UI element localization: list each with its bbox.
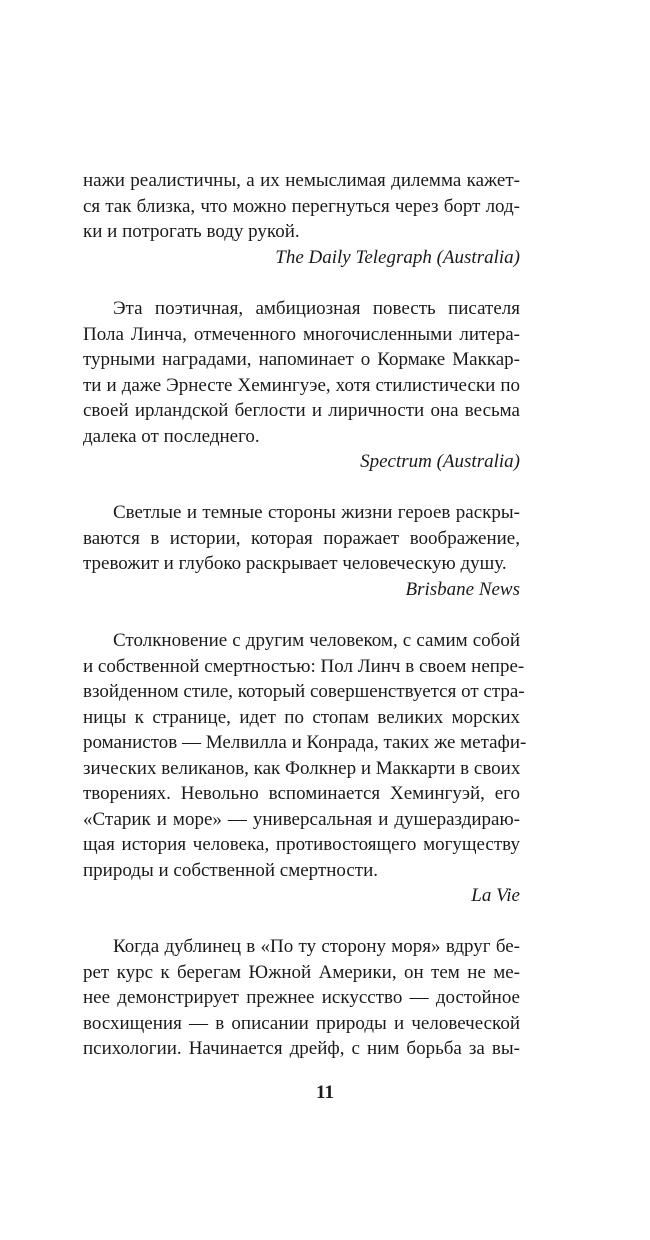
text-line: нажи реалистичны, а их немыслимая дилемма кажет- — [83, 170, 520, 191]
text-line: ся так близка, что можно перегнуться через борт лод- — [83, 195, 520, 217]
review-block-2 — [83, 296, 520, 475]
review-source: Brisbane News — [405, 578, 520, 600]
text-line: восхищения — в описании природы и человеческой — [83, 1012, 520, 1034]
text-line: взойденном стиле, который совершенствуется от стра- — [83, 681, 525, 702]
review-source: La Vie — [471, 885, 520, 906]
text-line: Пола Линча, отмеченного многочисленными литера- — [83, 323, 520, 345]
text-line: Эта поэтичная, амбициозная повесть писателя — [113, 298, 520, 319]
text-line: далека от последнего. — [83, 425, 260, 447]
review-block-3 — [83, 500, 520, 602]
text-line: Светлые и темные стороны жизни героев раскры- — [113, 502, 520, 523]
review-source: Spectrum (Australia) — [360, 451, 520, 472]
text-line: Когда дублинец в «По ту сторону моря» вдруг бе- — [113, 936, 520, 957]
text-line: ваются в истории, которая поражает воображение, — [83, 527, 520, 549]
text-line: и собственной смертностью: Пол Линч в своем непре- — [83, 655, 525, 677]
text-line: «Старик и море» — универсальная и душераздираю- — [83, 808, 520, 830]
review-block-4 — [83, 628, 527, 909]
review-source: The Daily Telegraph (Australia) — [275, 246, 520, 268]
review-block-1 — [83, 168, 520, 270]
text-line: зических великанов, как Фолкнер и Маккарти в своих — [83, 757, 521, 779]
text-line: психологии. Начинается дрейф, с ним борьба за вы- — [83, 1038, 520, 1059]
text-line: романистов — Мелвилла и Конрада, таких же метафи- — [83, 732, 527, 753]
text-line: своей ирландской беглости и лиричности она весьма — [83, 400, 520, 421]
text-line: щая история человека, противостоящего могуществу — [83, 834, 520, 855]
text-line: Столкновение с другим человеком, с самим собой — [113, 630, 520, 651]
text-line: тревожит и глубоко раскрывает человеческую душу. — [83, 553, 507, 574]
text-line: ки и потрогать воду рукой. — [83, 221, 300, 242]
text-line: природы и собственной смертности. — [83, 859, 379, 881]
text-line: турными наградами, напоминает о Кормаке Маккар- — [83, 349, 520, 370]
text-line: нее демонстрирует прежнее искусство — достойное — [83, 987, 520, 1008]
text-line: ти и даже Эрнесте Хемингуэе, хотя стилистически по — [83, 374, 520, 396]
text-line: рет курс к берегам Южной Америки, он тем не ме- — [83, 961, 520, 983]
text-line: ницы к странице, идет по стопам великих морских — [83, 706, 520, 728]
page-number: 11 — [316, 1082, 334, 1103]
text-line: творениях. Невольно вспоминается Хемингуэй, его — [83, 783, 520, 804]
review-block-5 — [83, 934, 520, 1062]
